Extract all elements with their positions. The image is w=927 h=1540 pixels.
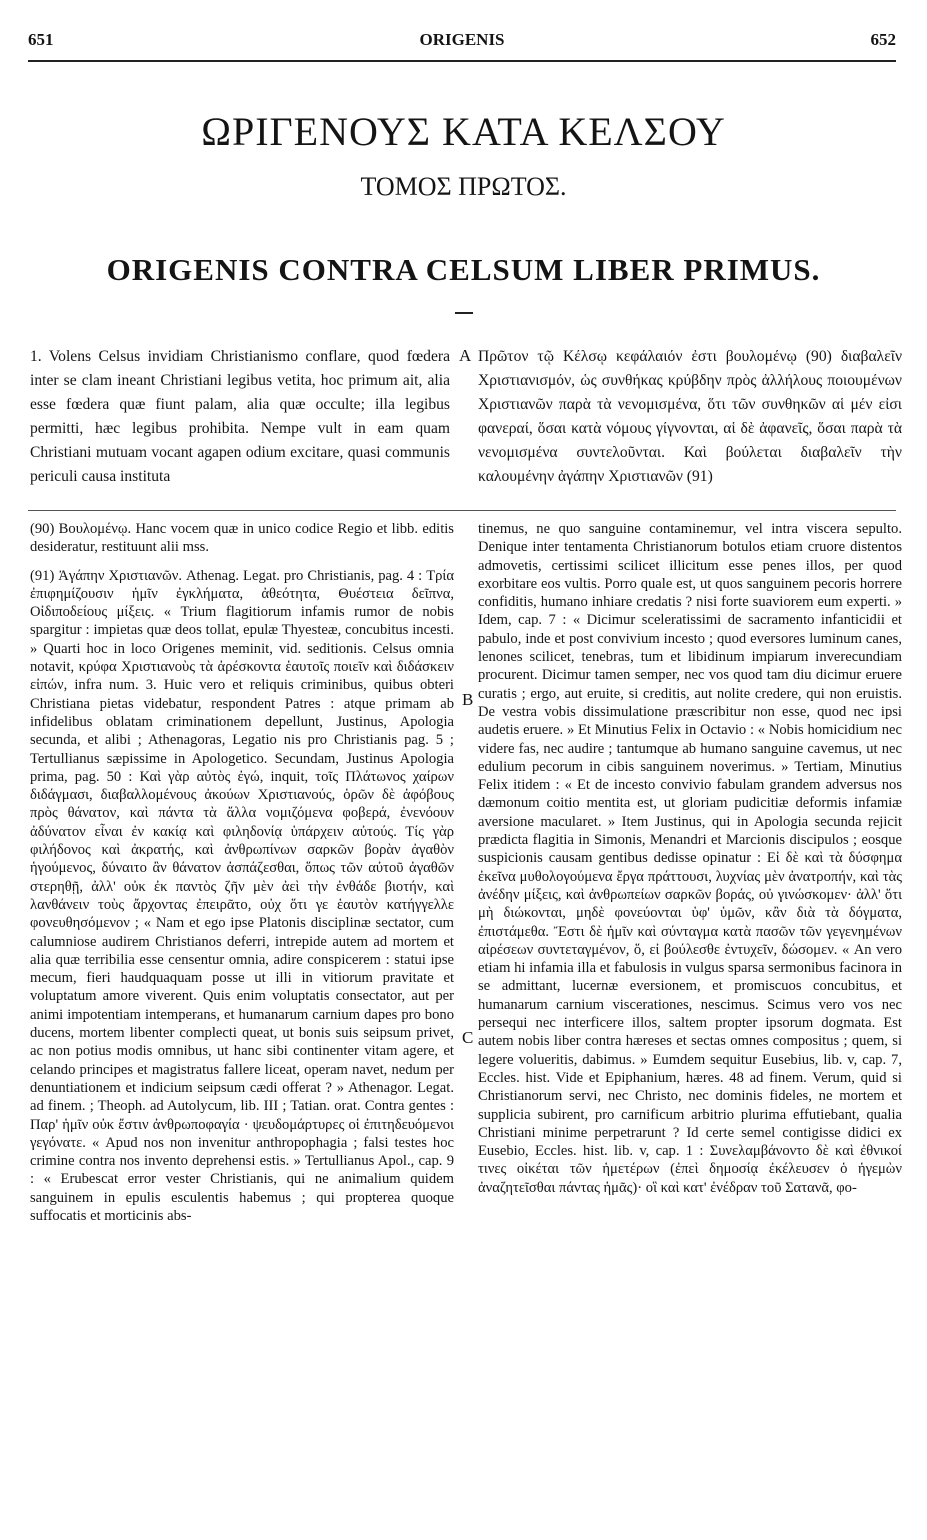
margin-marker-c: C: [462, 1028, 474, 1047]
notes-right-column: [478, 520, 902, 1207]
greek-title: ΩΡΙΓΕΝΟΥΣ ΚΑΤΑ ΚΕΛΣΟΥ: [201, 109, 726, 154]
notes-divider: [28, 510, 896, 511]
greek-text-column: [478, 345, 902, 489]
note-90: (90) Βουλομένῳ. Hanc vocem quæ in unico codice Regio et libb. editis desideratur, restituunt alii mss.: [30, 521, 454, 556]
note-91-continued: tinemus, ne quo sanguine contaminemur, vel intra viscera sepulto. Denique inter tentamenta Christianorum botulos etiam cruore distentos admovetis, certissimi scilicet illicitum esse penes illos, per quod exorbitare eos vultis. Porro quale est, ut quos sanguinem pecoris horrere confiditis, humano inhiare credatis ? nisi forte suaviorem eum experti. » Idem, cap. 7 : « Dicimur sceleratissimi de sacramento infanticidii et pabulo, inde et post convivium incesto ; quod eversores luminum canes, lenones scilicet, tenebras, tum et libidinum impiarum inverecundiam procurent. Dicimur tamen semper, nec vos quod tam diu dicimur eruere curatis ; ergo, aut eruite, si creditis, aut nolite credere, qui non eruistis. De vestra vobis dissimulatione præscribitur non esse, quod nec ipsi audetis eruere. » Et Minutius Felix in Octavio : « Nobis homicidium nec videre fas, nec audire ; tantumque ab humano sanguine cavemus, ut nec edulium pecorum in cibis sanguinem noverimus. » Tertiam, Minutius Felix itidem : « Et de incesto convivio fabulam grandem adversus nos dæmonum coitio mentita est, ut gloriam pudicitiæ deformis infamiæ aversione macularet. » Item Justinus, qui in Apologia secunda rejicit prædicta flagitia in Simonis, Menandri et Marcionis discipulos ; eosque suspicionis causam gentibus dedisse opinatur : Εἰ δὲ καὶ τὰ δύσφημα ἐκεῖνα μυθολογούμενα ἔργα πράττουσι, λυχνίας μὲν ἀνατροπήν, καὶ τὰς ἀνέδην μίξεις, καὶ ἀνθρωπείων σαρκῶν βοράς, οὐ γινώσκομεν· ἀλλ' ὅτι μὴ διώκονται, μηδὲ φονεύονται ὑφ' ὑμῶν, κἂν διὰ τὰ δόγματα, ἐπιστάμεθα. Ἔστι δὲ ἡμῖν καὶ σύνταγμα κατὰ πασῶν τῶν γεγενημένων αἱρέσεων συντεταγμένον, ὅ, εἰ βούλεσθε ἐντυχεῖν, δώσομεν. « An vero etiam hi infamia illa et fabulosis in vulgus sparsa sermonibus facinora in se admittant, lucernæ eversionem, et promiscuos concubitus, et humanarum carnium viscerationes, nescimus. Scimus vero vos nec persequi nec interficere illos, saltem propter ipsorum dogmata. Est autem nobis liber contra hæreses et sectas omnes compositus ; quem, si legere volueritis, dabimus. » Eumdem sequitur Eusebius, lib. v, cap. 7, Eccles. hist. Vide et Epiphanium, hæres. 48 ad finem. Verum, quid si Christianorum servi, nec Christo, nec dominis fideles, ne mortem et supplicia subirent, pro carnificum arbitrio plurima effutiebant, qualia Christiani minime perpetrarunt ? Id certe semel contigisse didici ex Eusebio, Eccles. hist. lib. v, cap. 1 : Συνελαμβάνοντο δὲ καὶ ἐθνικοί τινες οἰκέται τῶν ἡμετέρων (ἐπεὶ δημοσίᾳ ἐκέλευσεν ὁ ἡγεμὼν ἀναζητεῖσθαι πάντας ἡμᾶς)· οἳ καὶ κατ' ἐνέδραν τοῦ Σατανᾶ, φο-: [478, 521, 902, 1196]
page-number-left: 651: [28, 30, 54, 49]
page-header: [28, 30, 896, 58]
running-title: ORIGENIS: [419, 30, 505, 49]
margin-marker-a: A: [459, 346, 472, 365]
page-number-right: 652: [870, 30, 896, 49]
latin-text-column: [30, 345, 450, 489]
greek-subtitle: ΤΟΜΟΣ ΠΡΩΤΟΣ.: [360, 172, 567, 201]
greek-paragraph: Πρῶτον τῷ Κέλσῳ κεφάλαιόν ἐστι βουλομένῳ (90) διαβαλεῖν Χριστιανισμόν, ὡς συνθήκας κρύβδην πρὸς ἀλλήλους ποιουμένων Χριστιανῶν παρὰ τὰ νενομισμένα, ὅτι τῶν συνθηκῶν αἱ μέν εἰσι φανεραί, ὅσαι κατὰ νόμους γίγνονται, αἱ δὲ ἀφανεῖς, ὅσαι παρὰ τὰ νενομισμένα συντελοῦνται. Καὶ βούλεται διαβαλεῖν τὴν καλουμένην ἀγάπην Χριστιανῶν (91): [478, 348, 902, 485]
notes-left-column: [30, 520, 454, 1235]
latin-title: ORIGENIS CONTRA CELSUM LIBER PRIMUS.: [106, 252, 821, 287]
note-91-start: (91) Ἀγάπην Χριστιανῶν. Athenag. Legat. pro Christianis, pag. 4 : Τρία ἐπιφημίζουσιν ἡμῖν ἐγκλήματα, ἀθεότητα, Θυέστεια δεῖπνα, Οἰδιποδείους μίξεις. « Trium flagitiorum infamis rumor de nobis spargitur : impietas quæ deos tollat, epulæ Thyesteæ, concubitus incesti. » Quarti hoc in loco Origenes meminit, vid. seditionis. Celsus omnia notavit, κρύφα Χριστιανοὺς τὰ ἀρέσκοντα ἑαυτοῖς ποιεῖν καὶ διδάσκειν εἰπών, infra num. 3. Huic vero et reliquis criminibus, quibus obteri Christiana pietas videbatur, respondent Patres : atque primam ab infidelibus oblatam criminationem depellunt, Justinus, Apologia secunda, et alibi ; Athenagoras, Legatio nis pro Christianis pag. 5 ; Tertullianus sæpissime in Apologetico. Secundam, Justinus Apologia prima, pag. 50 : Καὶ γὰρ αὐτὸς ἐγώ, inquit, τοῖς Πλάτωνος χαίρων διδάγμασι, διαβαλλομένους ἀκούων Χριστιανούς, ὁρῶν δὲ ἀφόβους πρὸς θάνατον, καὶ πάντα τὰ ἄλλα νομιζόμενα φοβερά, ἐνενόουν ἀδύνατον εἶναι ἐν κακίᾳ καὶ φιληδονίᾳ ὑπάρχειν αὐτούς. Τίς γὰρ φιλήδονος καὶ ἀκρατής, καὶ ἀνθρωπίνων σαρκῶν βορὰν ἀγαθὸν ἡγούμενος, δύναιτο ἂν θάνατον ἀσπάζεσθαι, ὅπως τῶν αὐτοῦ ἀγαθῶν στερηθῇ, ἀλλ' οὐκ ἐκ παντὸς ζῆν μὲν ἀεὶ τὴν ἐνθάδε βιοτήν, καὶ λανθάνειν τοὺς ἄρχοντας ἐπειρᾶτο, οὐχ ὅτι γε ἑαυτὸν κατήγγελλε φονευθησόμενον ; « Nam et ego ipse Platonis disciplinæ sectator, cum calumniose audirem Christianos deferri, intrepide autem ad mortem et alia quæ terribilia esse censentur omnia, adire conspicerem : statui ipse mecum, fieri haudquaquam posse ut illi in vitiorum pravitate et voluptatum amore viverent. Quis enim voluptatis consectator, aut per animi impotentiam intemperans, et humanarum carnium dapes pro bono ducens, mortem libenter complecti queat, ut bonis suis seipsum privet, ac non potius modis omnibus, ut hanc sibi continenter vitam agere, et celando principes et magistratus fallere liceat, operam navet, nedum per denuntiationem et indicium seipsum cædi offerat ? » Athenagor. Legat. ad finem. ; Theoph. ad Autolycum, lib. III ; Tatian. orat. Contra gentes : Παρ' ἡμῖν οὐκ ἔστιν ἀνθρωποφαγία · ψευδομάρτυρες οἱ ἐπιτηδευόμενοι γεγόνατε. « Apud nos non invenitur anthropophagia ; falsi testes hoc crimine contra nos invento deprehensi estis. » Tertullianus Apol., cap. 9 : « Erubescat error vester Christianis, qui ne animalium quidem sanguinem in epulis esculentis habemus ; qui propterea quoque suffocatis et morticinis abs-: [30, 567, 454, 1224]
margin-marker-b: B: [462, 690, 474, 709]
latin-paragraph: 1. Volens Celsus invidiam Christianismo conflare, quod fœdera inter se clam ineant Christiani legibus vetita, hoc primum ait, alia esse fœdera quæ fiunt palam, alia quæ occulte; illa legibus permitti, hæc legibus prohibita. Nempe vult in eam quam Christiani mutuam vocant agapen odium excitare, quasi communis periculi causa instituta: [30, 348, 450, 485]
header-rule: [28, 60, 896, 62]
title-dash: [455, 312, 473, 314]
